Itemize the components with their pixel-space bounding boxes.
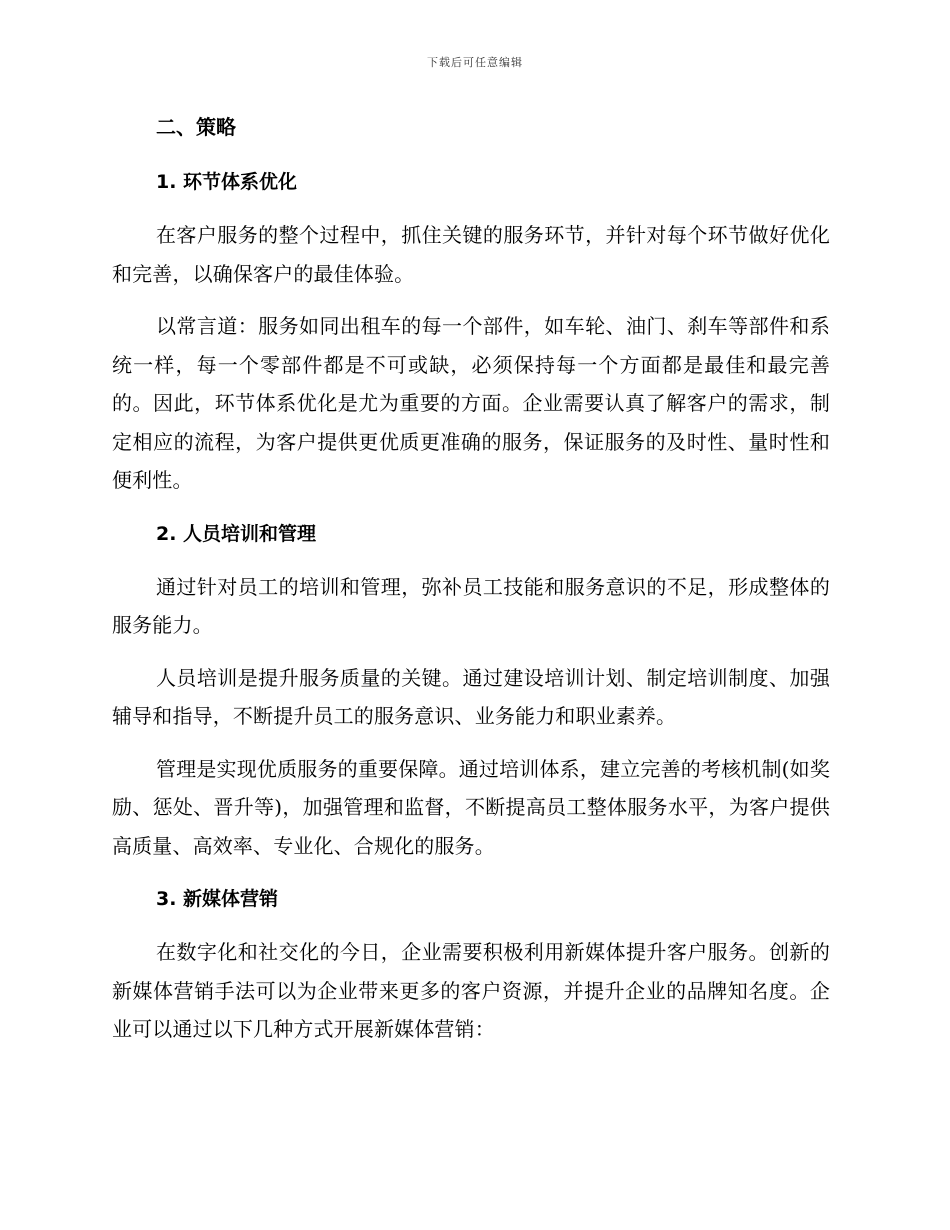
subsection-heading-2: 2. 人员培训和管理: [156, 522, 317, 545]
paragraph: 人员培训是提升服务质量的关键。通过建设培训计划、制定培训制度、加强辅导和指导，不断提升员工的服务意识、业务能力和职业素养。: [112, 665, 830, 728]
paragraph: 在数字化和社交化的今日，企业需要积极利用新媒体提升客户服务。创新的新媒体营销手法可以为企业带来更多的客户资源，并提升企业的品牌知名度。企业可以通过以下几种方式开展新媒体营销：: [112, 940, 830, 1041]
paragraph: 在客户服务的整个过程中，抓住关键的服务环节，并针对每个环节做好优化和完善，以确保客户的最佳体验。: [112, 223, 830, 286]
document-body: [112, 112, 830, 1049]
page-header: 下载后可任意编辑: [427, 56, 523, 69]
subsection-heading-1: 1. 环节体系优化: [156, 171, 298, 193]
subsection-heading-3: 3. 新媒体营销: [156, 888, 279, 910]
section-heading: 二、策略: [156, 115, 236, 139]
paragraph: 以常言道：服务如同出租车的每一个部件，如车轮、油门、刹车等部件和系统一样，每一个零部件都是不可或缺，必须保持每一个方面都是最佳和最完善的。因此，环节体系优化是尤为重要的方面。企业需要认真了解客户的需求，制定相应的流程，为客户提供更优质更准确的服务，保证服务的及时性、量时性和便利性。: [112, 314, 830, 492]
paragraph: 通过针对员工的培训和管理，弥补员工技能和服务意识的不足，形成整体的服务能力。: [112, 574, 830, 637]
paragraph: 管理是实现优质服务的重要保障。通过培训体系，建立完善的考核机制(如奖励、惩处、晋升等)，加强管理和监督，不断提高员工整体服务水平，为客户提供高质量、高效率、专业化、合规化的服务。: [112, 756, 830, 858]
